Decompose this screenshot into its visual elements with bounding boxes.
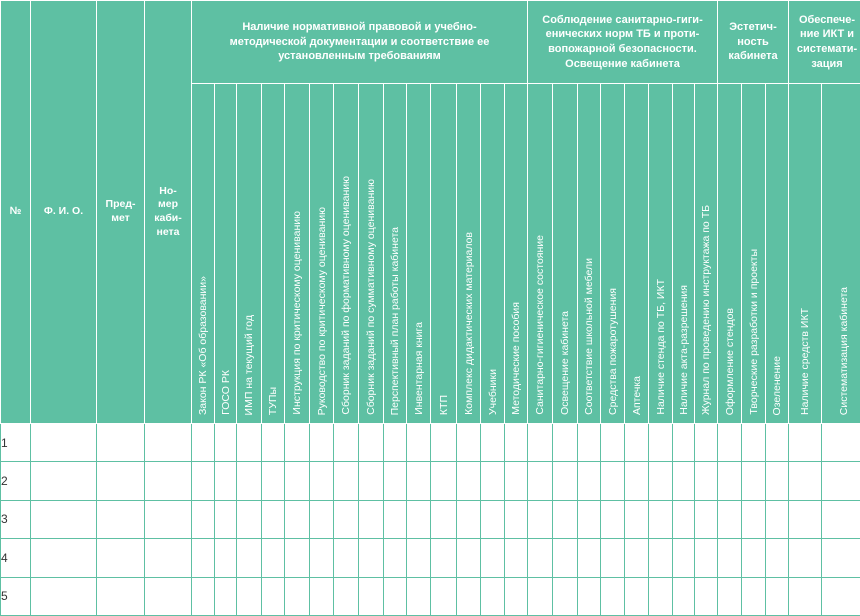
table-cell[interactable] — [431, 424, 457, 462]
table-cell[interactable] — [673, 462, 695, 500]
table-cell[interactable] — [310, 500, 334, 538]
table-cell[interactable] — [334, 424, 359, 462]
col-header-criterion-text: Инвентарная книга — [412, 322, 425, 415]
table-cell[interactable] — [766, 577, 789, 615]
table-cell[interactable] — [742, 462, 766, 500]
col-header-criterion-text: Озеленение — [771, 355, 783, 415]
table-cell[interactable] — [625, 462, 649, 500]
group-header-docs-text: Наличие нормативной правовой и учебно-методической документации и соответствие ее установленным требованиям — [229, 21, 490, 63]
col-header-criterion — [334, 84, 359, 424]
col-header-criterion — [601, 84, 625, 424]
col-header-criterion-text: Комплекс дидактических материалов — [462, 232, 475, 415]
table-cell[interactable] — [481, 539, 505, 577]
col-header-criterion-text: Средства пожаротушения — [606, 288, 619, 415]
table-cell[interactable] — [359, 424, 384, 462]
table-cell[interactable] — [505, 539, 528, 577]
col-header-criterion — [766, 84, 789, 424]
table-cell[interactable] — [359, 500, 384, 538]
table-cell[interactable] — [384, 424, 407, 462]
table-cell[interactable] — [457, 539, 481, 577]
table-cell[interactable] — [528, 500, 553, 538]
table-cell[interactable] — [310, 462, 334, 500]
table-cell[interactable] — [766, 424, 789, 462]
group-header-docs — [192, 1, 528, 84]
group-header-aesthetic — [718, 1, 789, 84]
col-header-criterion — [553, 84, 578, 424]
table-cell[interactable] — [431, 462, 457, 500]
table-cell[interactable] — [97, 577, 145, 615]
table-cell[interactable] — [431, 577, 457, 615]
table-cell[interactable] — [695, 500, 718, 538]
col-header-criterion — [718, 84, 742, 424]
group-header-sanitary — [528, 1, 718, 84]
table-cell[interactable] — [673, 577, 695, 615]
table-cell[interactable] — [31, 500, 97, 538]
table-cell[interactable] — [334, 539, 359, 577]
group-header-sanitary-text: Соблюдение санитарно-гиги-енических норм ТБ и проти-вопожарной безопасности. Освещение кабинета — [542, 13, 703, 70]
table-cell[interactable] — [481, 424, 505, 462]
table-cell[interactable] — [822, 539, 860, 577]
table-cell[interactable] — [31, 539, 97, 577]
row-number: 1 — [1, 424, 31, 462]
table-cell[interactable] — [334, 462, 359, 500]
table-cell[interactable] — [431, 500, 457, 538]
table-cell[interactable] — [237, 462, 262, 500]
table-cell[interactable] — [553, 539, 578, 577]
table-cell[interactable] — [789, 539, 822, 577]
col-header-criterion — [285, 84, 310, 424]
col-header-criterion — [481, 84, 505, 424]
col-header-criterion — [649, 84, 673, 424]
table-cell[interactable] — [625, 539, 649, 577]
col-header-fio: Ф. И. О. — [31, 1, 97, 424]
table-cell[interactable] — [310, 577, 334, 615]
table-cell[interactable] — [262, 424, 285, 462]
group-header-ict-text: Обеспече-ние ИКТ и системати-зация — [796, 13, 858, 70]
table-cell[interactable] — [407, 577, 431, 615]
col-header-criterion — [625, 84, 649, 424]
col-header-criterion — [237, 84, 262, 424]
col-header-criterion-text: Сборник заданий по формативному оцениванию — [340, 176, 352, 415]
col-header-criterion — [359, 84, 384, 424]
table-cell[interactable] — [742, 577, 766, 615]
table-cell[interactable] — [237, 577, 262, 615]
table-cell[interactable] — [192, 500, 215, 538]
table-row — [1, 577, 860, 615]
table-cell[interactable] — [384, 462, 407, 500]
col-header-criterion-text: ГОСО РК — [219, 370, 232, 415]
col-header-criterion — [407, 84, 431, 424]
col-header-criterion — [262, 84, 285, 424]
table-cell[interactable] — [505, 424, 528, 462]
col-header-criterion-text: Творческие разработки и проекты — [747, 249, 760, 415]
col-header-criterion-text: ИМП на текущий год — [243, 314, 255, 415]
table-cell[interactable] — [673, 500, 695, 538]
table-cell[interactable] — [407, 462, 431, 500]
table-cell[interactable] — [310, 539, 334, 577]
table-cell[interactable] — [742, 500, 766, 538]
table-cell[interactable] — [766, 500, 789, 538]
row-number: 4 — [1, 539, 31, 577]
table-cell[interactable] — [505, 462, 528, 500]
table-cell[interactable] — [262, 500, 285, 538]
col-header-criterion-text: КТП — [437, 394, 450, 415]
table-cell[interactable] — [192, 539, 215, 577]
col-header-criterion-text: Наличие акта-разрешения — [677, 285, 690, 415]
table-cell[interactable] — [528, 539, 553, 577]
table-cell[interactable] — [97, 462, 145, 500]
table-cell[interactable] — [789, 577, 822, 615]
table-cell[interactable] — [192, 462, 215, 500]
col-header-criterion-text: Учебники — [486, 369, 499, 415]
table-cell[interactable] — [359, 462, 384, 500]
col-header-criterion-text: Аптечка — [630, 375, 643, 415]
table-cell[interactable] — [262, 462, 285, 500]
table-cell[interactable] — [481, 462, 505, 500]
col-header-criterion-text: Методические пособия — [510, 302, 522, 415]
col-header-criterion — [457, 84, 481, 424]
col-header-criterion — [528, 84, 553, 424]
table-cell[interactable] — [481, 500, 505, 538]
col-header-criterion-text: Журнал по проведению инструктажа по ТБ — [700, 205, 712, 415]
table-cell[interactable] — [262, 577, 285, 615]
table-cell[interactable] — [528, 424, 553, 462]
table-cell[interactable] — [789, 424, 822, 462]
table-cell[interactable] — [649, 500, 673, 538]
table-cell[interactable] — [359, 577, 384, 615]
col-header-criterion — [695, 84, 718, 424]
table-cell[interactable] — [695, 539, 718, 577]
table-cell[interactable] — [334, 500, 359, 538]
table-cell[interactable] — [31, 577, 97, 615]
col-header-criterion — [384, 84, 407, 424]
table-cell[interactable] — [192, 577, 215, 615]
table-cell[interactable] — [601, 462, 625, 500]
col-header-criterion — [742, 84, 766, 424]
table-cell[interactable] — [237, 424, 262, 462]
col-header-criterion — [431, 84, 457, 424]
table-cell[interactable] — [31, 424, 97, 462]
table-cell[interactable] — [285, 462, 310, 500]
table-cell[interactable] — [578, 462, 601, 500]
col-header-criterion — [673, 84, 695, 424]
table-row — [1, 539, 860, 577]
table-cell[interactable] — [97, 500, 145, 538]
table-cell[interactable] — [601, 424, 625, 462]
col-header-criterion-text: Закон РК «Об образовании» — [197, 275, 209, 415]
col-header-subject-text: Пред-мет — [105, 198, 136, 224]
col-header-criterion-text: Систематизация кабинета — [837, 286, 850, 415]
table-cell[interactable] — [789, 500, 822, 538]
table-cell[interactable] — [553, 577, 578, 615]
table-cell[interactable] — [673, 539, 695, 577]
col-header-criterion-text: Руководство по критическому оцениванию — [315, 206, 328, 415]
table-cell[interactable] — [192, 424, 215, 462]
table-cell[interactable] — [553, 500, 578, 538]
table-cell[interactable] — [718, 462, 742, 500]
col-header-criterion-text: Инструкция по критическому оцениванию — [291, 211, 303, 415]
table-cell[interactable] — [359, 539, 384, 577]
row-number: 2 — [1, 462, 31, 500]
table-cell[interactable] — [457, 577, 481, 615]
table-cell[interactable] — [742, 424, 766, 462]
table-cell[interactable] — [649, 577, 673, 615]
col-header-criterion-text: Соответствие школьной мебели — [583, 258, 595, 415]
col-header-criterion-text: Перспективный план работы кабинета — [389, 226, 401, 415]
table-cell[interactable] — [578, 577, 601, 615]
table-cell[interactable] — [145, 577, 192, 615]
table-cell[interactable] — [285, 500, 310, 538]
table-row — [1, 500, 860, 538]
table-cell[interactable] — [31, 462, 97, 500]
table-cell[interactable] — [625, 500, 649, 538]
table-cell[interactable] — [789, 462, 822, 500]
table-cell[interactable] — [695, 424, 718, 462]
table-cell[interactable] — [601, 539, 625, 577]
table-cell[interactable] — [718, 424, 742, 462]
table-cell[interactable] — [215, 539, 237, 577]
col-header-room-text: Но-мер каби-нета — [154, 184, 182, 238]
table-cell[interactable] — [457, 462, 481, 500]
table-cell[interactable] — [384, 500, 407, 538]
table-cell[interactable] — [97, 539, 145, 577]
table-cell[interactable] — [718, 500, 742, 538]
table-cell[interactable] — [384, 577, 407, 615]
col-header-criterion-text: Наличие стенда по ТБ, ИКТ — [654, 279, 667, 415]
row-number: 5 — [1, 577, 31, 615]
table-cell[interactable] — [285, 577, 310, 615]
table-cell[interactable] — [145, 424, 192, 462]
col-header-room — [145, 1, 192, 424]
table-cell[interactable] — [407, 424, 431, 462]
table-cell[interactable] — [553, 462, 578, 500]
table-cell[interactable] — [822, 462, 860, 500]
table-cell[interactable] — [384, 539, 407, 577]
table-cell[interactable] — [528, 577, 553, 615]
table-cell[interactable] — [718, 577, 742, 615]
col-header-criterion-text: Сборник заданий по суммативному оцениванию — [365, 179, 377, 415]
table-cell[interactable] — [145, 539, 192, 577]
table-cell[interactable] — [553, 424, 578, 462]
table-cell[interactable] — [822, 424, 860, 462]
row-number: 3 — [1, 500, 31, 538]
table-cell[interactable] — [578, 500, 601, 538]
col-header-criterion-text: Оформление стендов — [723, 307, 736, 415]
col-header-criterion — [505, 84, 528, 424]
table-cell[interactable] — [578, 539, 601, 577]
table-cell[interactable] — [742, 539, 766, 577]
table-cell[interactable] — [601, 577, 625, 615]
col-header-criterion — [578, 84, 601, 424]
col-header-subject — [97, 1, 145, 424]
table-cell[interactable] — [310, 424, 334, 462]
table-cell[interactable] — [407, 500, 431, 538]
col-header-criterion-text: Наличие средств ИКТ — [799, 308, 812, 415]
table-cell[interactable] — [285, 539, 310, 577]
table-cell[interactable] — [457, 500, 481, 538]
table-cell[interactable] — [625, 424, 649, 462]
table-cell[interactable] — [766, 462, 789, 500]
table-cell[interactable] — [334, 577, 359, 615]
table-cell[interactable] — [695, 462, 718, 500]
table-cell[interactable] — [649, 539, 673, 577]
col-header-criterion-text: ТУПы — [267, 386, 279, 415]
table-cell[interactable] — [625, 577, 649, 615]
table-cell[interactable] — [822, 500, 860, 538]
table-cell[interactable] — [649, 424, 673, 462]
col-header-criterion — [215, 84, 237, 424]
table-cell[interactable] — [262, 539, 285, 577]
table-cell[interactable] — [601, 500, 625, 538]
table-cell[interactable] — [505, 500, 528, 538]
table-cell[interactable] — [215, 424, 237, 462]
table-cell[interactable] — [695, 577, 718, 615]
table-cell[interactable] — [145, 462, 192, 500]
table-cell[interactable] — [528, 462, 553, 500]
col-header-criterion — [822, 84, 860, 424]
table-cell[interactable] — [673, 424, 695, 462]
table-row — [1, 462, 860, 500]
table-cell[interactable] — [505, 577, 528, 615]
table-cell[interactable] — [578, 424, 601, 462]
table-row — [1, 424, 860, 462]
table-cell[interactable] — [481, 577, 505, 615]
col-header-criterion-text: Санитарно-гигиеническое состояние — [534, 235, 546, 415]
table-cell[interactable] — [215, 577, 237, 615]
table-cell[interactable] — [237, 539, 262, 577]
table-cell[interactable] — [237, 500, 262, 538]
col-header-criterion — [789, 84, 822, 424]
table-cell[interactable] — [285, 424, 310, 462]
col-header-criterion-text: Освещение кабинета — [559, 311, 571, 415]
col-header-criterion — [192, 84, 215, 424]
table-cell[interactable] — [766, 539, 789, 577]
group-header-ict — [789, 1, 860, 84]
table-cell[interactable] — [457, 424, 481, 462]
table-cell[interactable] — [407, 539, 431, 577]
table-cell[interactable] — [822, 577, 860, 615]
col-header-num: № — [1, 1, 31, 424]
table-cell[interactable] — [431, 539, 457, 577]
group-header-aesthetic-text: Эстетич-ность кабинета — [728, 21, 778, 63]
table-cell[interactable] — [718, 539, 742, 577]
table-cell[interactable] — [145, 500, 192, 538]
col-header-criterion — [310, 84, 334, 424]
table-cell[interactable] — [215, 500, 237, 538]
table-cell[interactable] — [97, 424, 145, 462]
table-cell[interactable] — [215, 462, 237, 500]
table-cell[interactable] — [649, 462, 673, 500]
